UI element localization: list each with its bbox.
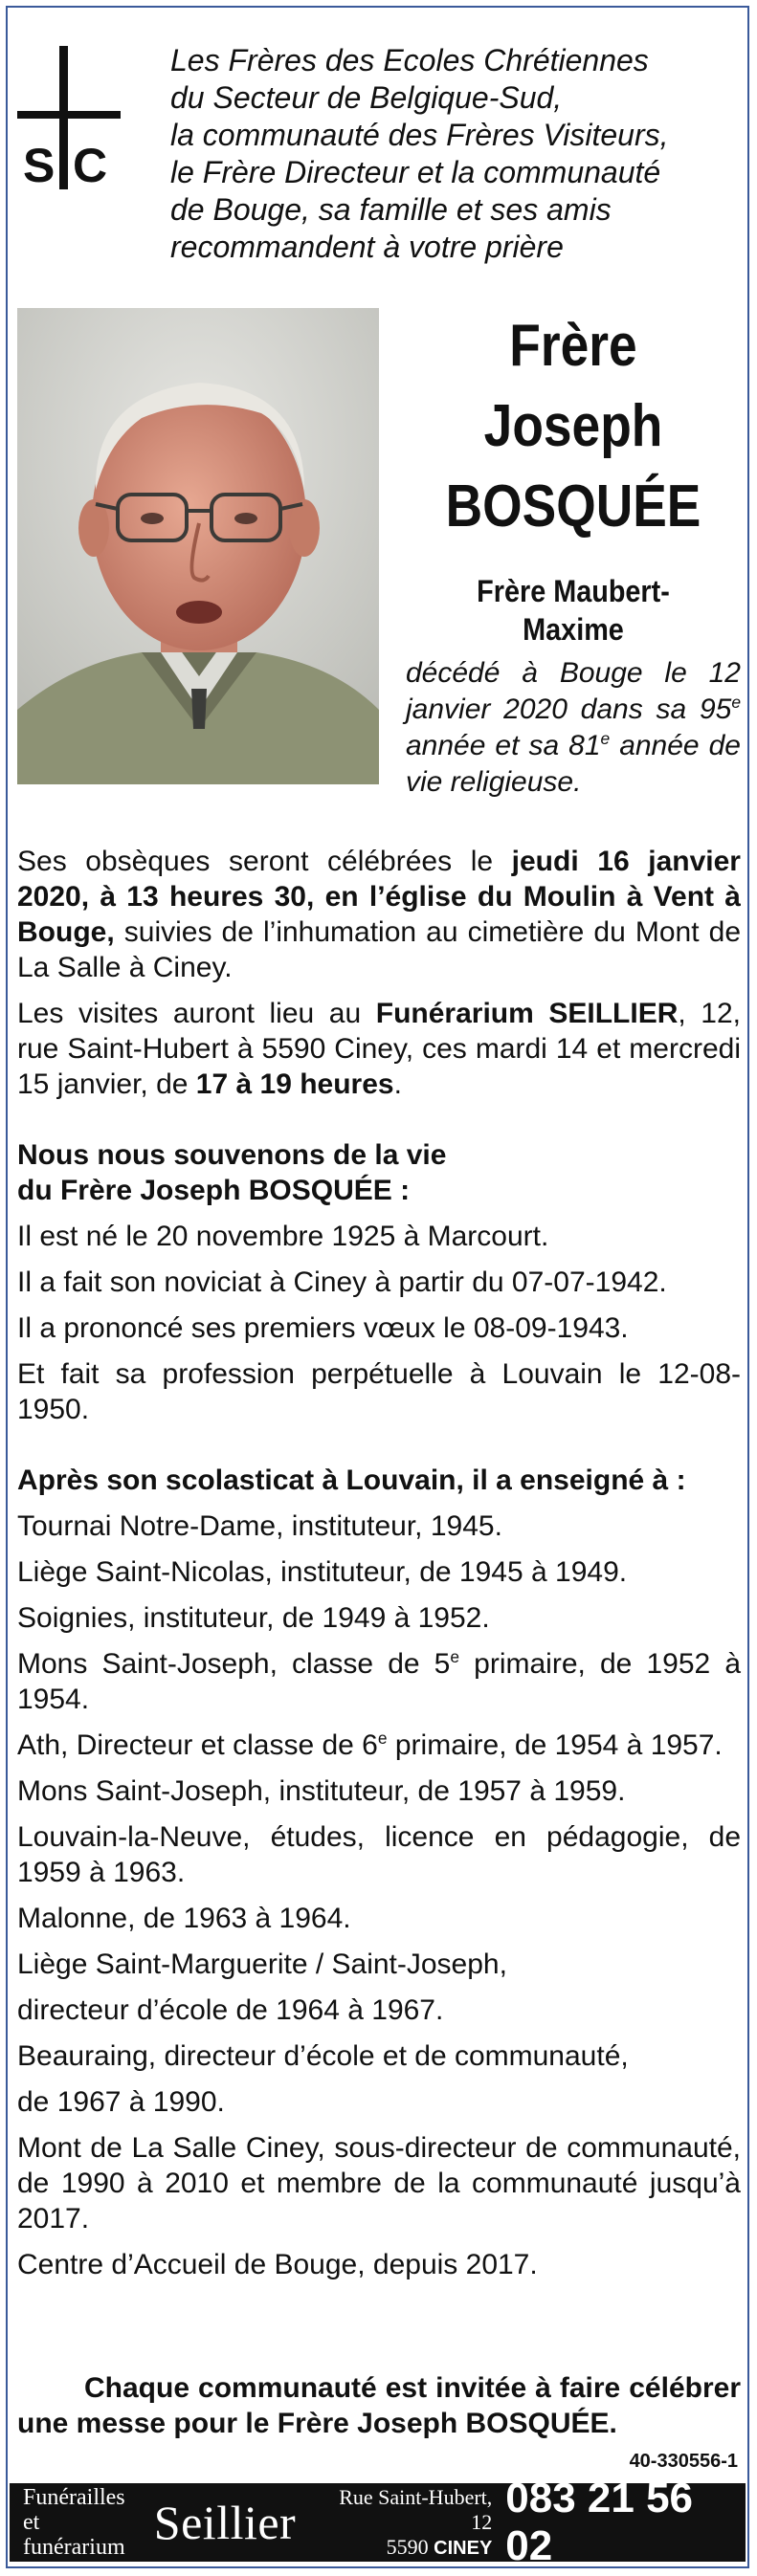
name-line-first: Joseph bbox=[483, 393, 663, 459]
religious-name-line: Frère Maubert- bbox=[477, 574, 670, 608]
cross-logo-icon bbox=[17, 46, 121, 189]
intro-text bbox=[170, 42, 706, 266]
portrait-photo bbox=[17, 308, 379, 784]
visits-paragraph: Les visites auront lieu au Funérarium SEILLIER, 12, rue Saint-Hubert à 5590 Ciney, ces mardi 14 et mercredi 15 janvier, de 17 à 19 heures. bbox=[17, 998, 741, 1100]
banner-street: Rue Saint-Hubert, 12 bbox=[339, 2484, 493, 2534]
career-line: Liège Saint-Nicolas, instituteur, de 1945 à 1949. bbox=[17, 1556, 628, 1588]
religious-name bbox=[423, 572, 724, 649]
banner-label-line: Funérailles bbox=[23, 2485, 125, 2510]
banner-brand: Seillier bbox=[153, 2496, 297, 2549]
souvenir-heading: du Frère Joseph BOSQUÉE : bbox=[17, 1175, 411, 1206]
career-line: Centre d’Accueil de Bouge, depuis 2017. bbox=[17, 2249, 538, 2280]
funeral-home-banner bbox=[10, 2475, 746, 2569]
intro-line: recommandent à votre prière bbox=[170, 230, 564, 264]
intro-line: de Bouge, sa famille et ses amis bbox=[170, 192, 612, 227]
name-line-last: BOSQUÉE bbox=[445, 473, 701, 539]
banner-address bbox=[317, 2485, 492, 2561]
intro-line: le Frère Directeur et la communauté bbox=[170, 155, 661, 189]
souvenir-line: Il est né le 20 novembre 1925 à Marcourt. bbox=[17, 1221, 549, 1252]
svg-text:S: S bbox=[23, 139, 56, 189]
notice-body bbox=[17, 844, 741, 2293]
banner-city: CINEY bbox=[434, 2537, 493, 2559]
career-line: Mons Saint-Joseph, instituteur, de 1957 à 1959. bbox=[17, 1775, 626, 1807]
reference-number: 40-330556-1 bbox=[629, 2451, 738, 2472]
banner-label-line: et funérarium bbox=[23, 2510, 125, 2560]
funeral-paragraph: Ses obsèques seront célébrées le jeudi 16 janvier 2020, à 13 heures 30, en l’église du Moulin à Vent à Bouge, suivies de l’inhumation au cimetière du Mont de La Salle à Ciney. bbox=[17, 846, 741, 983]
career-heading: Après son scolasticat à Louvain, il a enseigné à : bbox=[17, 1464, 686, 1496]
career-line: Soignies, instituteur, de 1949 à 1952. bbox=[17, 1602, 490, 1634]
deceased-name bbox=[430, 306, 718, 547]
career-line: directeur d’école de 1964 à 1967. bbox=[17, 1994, 444, 2026]
career-line: Mons Saint-Joseph, classe de 5e primaire, de 1952 à 1954. bbox=[17, 1647, 742, 1715]
career-line: Ath, Directeur et classe de 6e primaire, de 1954 à 1957. bbox=[17, 1728, 723, 1761]
souvenir-line: Et fait sa profession perpétuelle à Louvain le 12-08-1950. bbox=[17, 1358, 741, 1425]
death-info: décédé à Bouge le 12 janvier 2020 dans sa 95e année et sa 81e année de vie religieuse. bbox=[406, 657, 741, 798]
career-line: Beauraing, directeur d’école et de communauté, bbox=[17, 2040, 629, 2072]
svg-text:C: C bbox=[73, 139, 108, 189]
intro-line: du Secteur de Belgique-Sud, bbox=[170, 80, 563, 115]
banner-phone: 083 21 56 02 bbox=[505, 2475, 694, 2569]
banner-label bbox=[23, 2485, 145, 2560]
souvenir-line: Il a prononcé ses premiers vœux le 08-09-1943. bbox=[17, 1312, 629, 1344]
career-line: Tournai Notre-Dame, instituteur, 1945. bbox=[17, 1510, 502, 1542]
intro-line: Les Frères des Ecoles Chrétiennes bbox=[170, 43, 649, 77]
name-block bbox=[406, 306, 741, 649]
career-line: Louvain-la-Neuve, études, licence en pédagogie, de 1959 à 1963. bbox=[17, 1821, 741, 1888]
career-line: Malonne, de 1963 à 1964. bbox=[17, 1903, 351, 1934]
souvenir-line: Il a fait son noviciat à Ciney à partir du 07-07-1942. bbox=[17, 1266, 667, 1298]
name-line-title: Frère bbox=[509, 313, 637, 379]
religious-name-line: Maxime bbox=[523, 612, 624, 647]
banner-postcode: 5590 bbox=[386, 2534, 429, 2559]
souvenir-heading: Nous nous souvenons de la vie bbox=[17, 1139, 447, 1171]
intro-line: la communauté des Frères Visiteurs, bbox=[170, 118, 669, 152]
career-line: Liège Saint-Marguerite / Saint-Joseph, bbox=[17, 1949, 507, 1980]
closing-text: Chaque communauté est invitée à faire célébrer une messe pour le Frère Joseph BOSQUÉE. bbox=[17, 2372, 741, 2439]
career-line: de 1967 à 1990. bbox=[17, 2086, 225, 2118]
career-line: Mont de La Salle Ciney, sous-directeur de communauté, de 1990 à 2010 et membre de la communauté jusqu’à 2017. bbox=[17, 2132, 741, 2235]
